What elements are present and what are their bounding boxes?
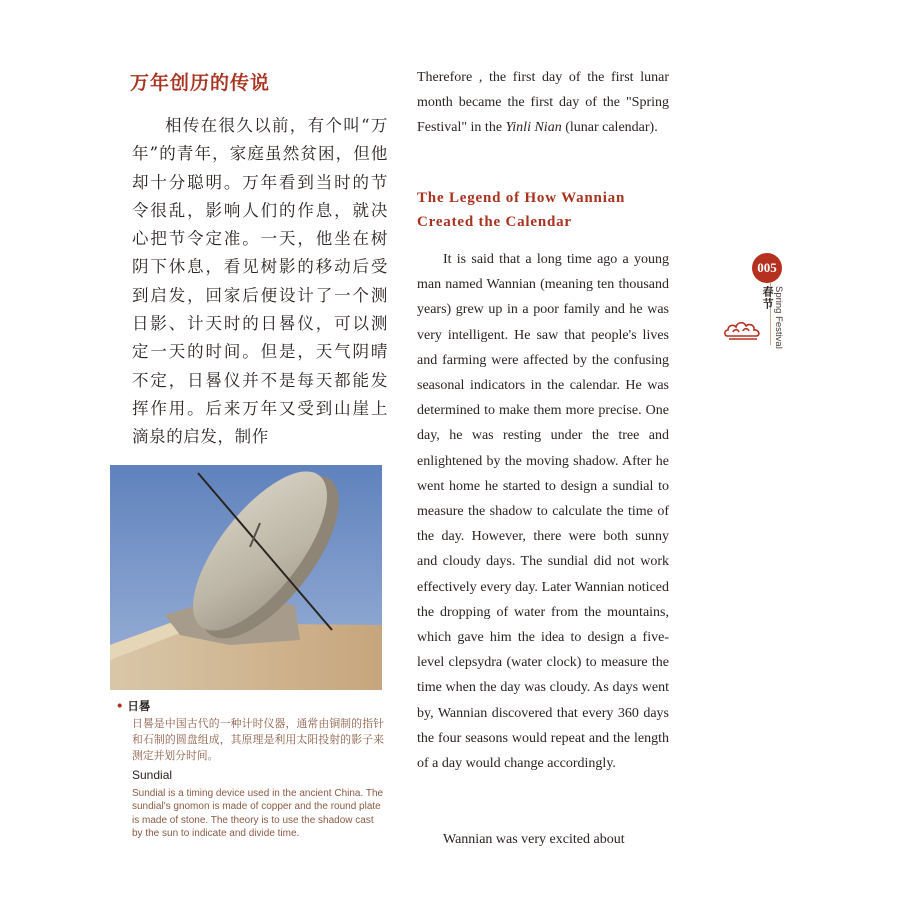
cloud-icon (723, 316, 763, 342)
chapter-label-english: Spring Festival (773, 286, 784, 349)
sundial-photo (110, 465, 382, 690)
english-intro-paragraph (417, 65, 669, 141)
intro-text-end: (lunar calendar). (561, 120, 658, 136)
english-section-heading (417, 186, 677, 234)
chinese-body-text: 相传在很久以前，有个叫“万年”的青年，家庭虽然贫困，但他却十分聪明。万年看到当时的节令很乱，影响人们的作息，就决心把节令定准。一天，他坐在树阴下休息，看见树影的移动后受到启发，回家后便设计了一个测日影、计天时的日晷仪，可以测定一天的时间。但是，天气阴晴不定，日晷仪并不是每天都能发挥作用。后来万年又受到山崖上滴泉的启发，制作 (132, 116, 388, 447)
page-number-badge: 005 (752, 253, 782, 283)
english-main-paragraph (417, 247, 669, 776)
caption-english-text: Sundial is a timing device used in the ancient China. The sundial's gnomon is made of copper and the round plate is made of stone. The theory is to use the shadow cast by the sun to indicate and divide time. (132, 788, 384, 839)
chinese-section-title: 万年创历的传说 (130, 72, 271, 94)
heading-line-1: The Legend of How Wannian (417, 190, 626, 206)
sundial-illustration (110, 465, 382, 690)
caption-bullet: • (116, 699, 124, 713)
chapter-label-chinese: 春节 (761, 286, 774, 310)
caption-chinese-title (116, 698, 150, 714)
caption-chinese-text: 日晷是中国古代的一种计时仪器，通常由铜制的指针和石制的圆盘组成，其原理是利用太阳投射的影子来测定并划分时间。 (132, 717, 384, 762)
intro-text-start: Therefore , the first day of the first lunar month became the first day of the "Spring Festival" in the (417, 70, 669, 136)
intro-italic-term: Yinli Nian (505, 120, 562, 136)
main-paragraph-text: It is said that a long time ago a young man named Wannian (meaning ten thousand years) grew up in a poor family and he was very intelligent. He saw that people's lives and farming were affected by the confusing seasonal indicators in the calendar. He was determined to make them more precise. One day, he was resting under the tree and enlightened by the moving shadow. After he went home he started to design a sundial to measure the shadow to calculate the time of the day. However, there were both sunny and cloudy days. The sundial did not work effectively every day. Later Wannian noticed the dropping of water from the mountains, which gave him the idea to design a five-level clepsydra (water clock) to measure the time when the day was cloudy. As days went by, Wannian discovered that every 360 days the four seasons would repeat and the length of a day would change accordingly. (417, 252, 669, 772)
caption-chinese-title-text: 日晷 (127, 699, 151, 713)
caption-english-title: Sundial (132, 768, 173, 782)
english-continuation-line: Wannian was very excited about (443, 832, 625, 847)
heading-line-2: Created the Calendar (417, 214, 572, 230)
